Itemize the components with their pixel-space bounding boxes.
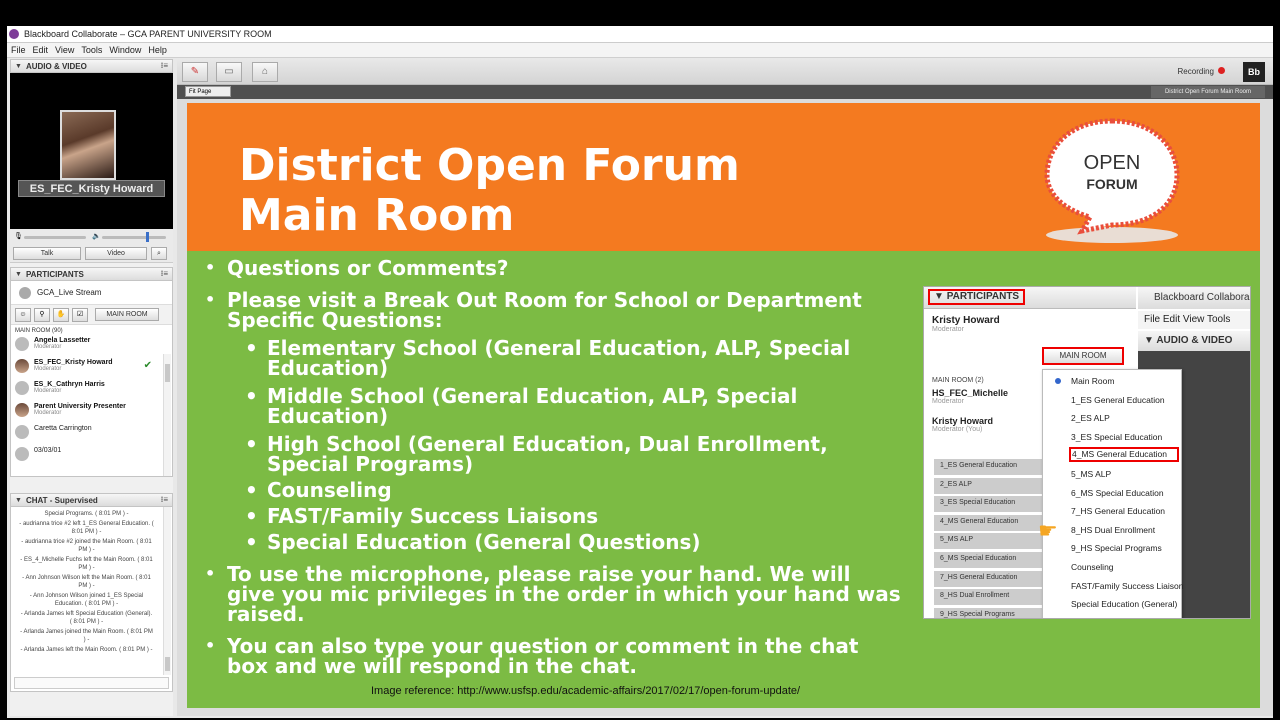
- checkmark-icon: ✔: [143, 360, 152, 371]
- ss-presenter-role: Moderator: [932, 326, 964, 333]
- speaker-icon: 🔈: [92, 233, 101, 240]
- participant-role: Moderator: [34, 344, 62, 350]
- image-reference: Image reference: http://www.usfsp.edu/academic-affairs/2017/02/17/open-forum-update/: [371, 685, 801, 697]
- volume-sliders: [10, 229, 173, 245]
- live-stream-name: GCA_Live Stream: [37, 288, 102, 297]
- poll-icon[interactable]: ☑: [72, 308, 88, 322]
- participants-header[interactable]: [10, 267, 173, 281]
- bullet-questions: • Questions or Comments?: [205, 256, 509, 280]
- audio-video-header[interactable]: [10, 59, 173, 73]
- sub-bullet: • Elementary School (General Education, ALP, Special Education): [205, 338, 905, 378]
- participant-name: Angela Lassetter: [34, 337, 91, 344]
- bullet-text: Questions or Comments?: [227, 256, 509, 280]
- ss-main-room-button: MAIN ROOM: [1042, 347, 1124, 365]
- chat-input[interactable]: [14, 677, 169, 689]
- chat-message: - Arlanda James left Special Education (General). ( 8:01 PM ) -: [20, 611, 153, 625]
- menu-tools[interactable]: Tools: [81, 45, 103, 55]
- sub-bullet: • Special Education (General Questions): [245, 530, 701, 554]
- bullet-text: To use the microphone, please raise your hand. We will give you mic privileges in the order in which your hand was raised.: [227, 562, 901, 626]
- ss-room: 1_ES General Education: [934, 459, 1042, 475]
- participant-role: Moderator: [34, 388, 62, 394]
- participants-title: PARTICIPANTS: [25, 269, 84, 279]
- person-icon: [19, 287, 31, 299]
- blackboard-logo: Bb: [1243, 62, 1265, 82]
- slide-bullets: [205, 253, 905, 676]
- chat-message: - audrianna trice #2 joined the Main Room. ( 8:01 PM ) -: [21, 539, 152, 553]
- ss-room: 4_MS General Education: [934, 515, 1042, 531]
- speaker-slider[interactable]: [102, 236, 166, 239]
- main-room-button[interactable]: MAIN ROOM: [95, 308, 159, 321]
- radio-icon: [1055, 378, 1061, 384]
- ss-participant-list: [932, 377, 1044, 444]
- list-item[interactable]: [11, 335, 172, 357]
- collapse-icon[interactable]: ▼: [15, 496, 22, 504]
- list-item[interactable]: [11, 357, 172, 379]
- menu-bar: [7, 43, 1273, 58]
- participant-name: 03/03/01: [34, 447, 62, 454]
- emoticon-icon[interactable]: ☺: [15, 308, 31, 322]
- sub-bullet-text: Counseling: [267, 478, 392, 502]
- list-item[interactable]: [11, 423, 172, 445]
- ss-participants-title: ▼ PARTICIPANTS: [928, 289, 1025, 305]
- sub-bullet: • Counseling: [245, 478, 392, 502]
- menu-edit[interactable]: Edit: [32, 45, 49, 55]
- content-toolbar: [177, 59, 1273, 85]
- ss-room: 7_HS General Education: [934, 571, 1042, 587]
- chat-message: - Arlanda James joined the Main Room. ( 8:01 PM ) -: [20, 629, 153, 643]
- participant-name: Caretta Carrington: [34, 425, 92, 432]
- bullet-breakout: • Please visit a Break Out Room for School or Department Specific Questions:: [205, 290, 905, 330]
- collaborate-window: [7, 26, 1273, 718]
- list-item[interactable]: [11, 445, 172, 467]
- open-forum-text2: FORUM: [1086, 176, 1138, 192]
- fit-page-select[interactable]: Fit Page: [185, 86, 231, 97]
- view-bar: [177, 85, 1273, 99]
- sub-bullet: • FAST/Family Success Liaisons: [245, 504, 599, 528]
- talk-button[interactable]: Talk: [13, 247, 81, 260]
- ss-dropdown-item: 9_HS Special Programs: [1071, 543, 1162, 554]
- ss-audio-video: ▼ AUDIO & VIDEO: [1138, 331, 1251, 351]
- mic-icon: 🎙: [14, 233, 23, 240]
- slide-title-line1: District Open Forum: [239, 140, 740, 191]
- ss-presenter-name: Kristy Howard: [932, 315, 1000, 326]
- menu-help[interactable]: Help: [148, 45, 167, 55]
- collapse-icon[interactable]: ▼: [15, 270, 22, 278]
- ss-room-dropdown: [1042, 369, 1182, 619]
- participant-role: Moderator: [34, 366, 62, 372]
- embedded-screenshot: [923, 286, 1251, 619]
- recording-indicator[interactable]: [1178, 67, 1225, 76]
- participant-role: Moderator: [34, 410, 62, 416]
- sub-bullet: • Middle School (General Education, ALP, Special Education): [205, 386, 905, 426]
- main-content: [177, 59, 1273, 716]
- sub-bullet-text: Special Education (General Questions): [267, 530, 701, 554]
- ss-dropdown-item: 1_ES General Education: [1071, 394, 1165, 405]
- live-stream-row: [11, 281, 172, 305]
- chat-message: - Ann Johnson Wilson joined 1_ES Special Education. ( 8:01 PM ) -: [29, 593, 144, 607]
- avatar: [15, 359, 29, 373]
- ss-room: 9_HS Special Programs: [934, 608, 1042, 619]
- participant-tools: [11, 305, 172, 325]
- whiteboard-icon[interactable]: ✎: [182, 62, 208, 82]
- recording-dot-icon: [1218, 67, 1225, 74]
- participants-scrollbar[interactable]: [163, 354, 171, 476]
- avatar: [15, 447, 29, 461]
- step-away-icon[interactable]: ⚲: [34, 308, 50, 322]
- pointer-hand-icon: ☛: [1038, 518, 1058, 543]
- avatar: [15, 425, 29, 439]
- menu-file[interactable]: File: [11, 45, 26, 55]
- chat-message: Special Programs. ( 8:01 PM ) -: [44, 511, 129, 517]
- bullet-microphone: • To use the microphone, please raise your hand. We will give you mic privileges in the order in which your hand was raised.: [205, 564, 905, 624]
- speaker-name: ES_FEC_Kristy Howard: [18, 180, 165, 197]
- ss-dropdown-item-selected: 4_MS General Education: [1069, 447, 1179, 462]
- video-area: [10, 73, 173, 229]
- ss-rooms-list: [934, 459, 1042, 619]
- ss-room: 8_HS Dual Enrollment: [934, 589, 1042, 605]
- speaker-slider-thumb[interactable]: [146, 232, 149, 242]
- chat-title: CHAT - Supervised: [25, 495, 98, 505]
- ss-dropdown-item: 3_ES Special Education: [1071, 431, 1163, 442]
- app-share-icon[interactable]: ▭: [216, 62, 242, 82]
- recording-label: Recording: [1177, 67, 1214, 76]
- search-icon[interactable]: ⌕: [151, 247, 167, 260]
- ss-window-title: Blackboard Collabora: [1138, 287, 1251, 309]
- web-tour-icon[interactable]: ⌂: [252, 62, 278, 82]
- ss-presenter: [932, 315, 1000, 333]
- slide-title: [239, 141, 740, 241]
- ss-participants-header: [924, 287, 1136, 309]
- ss-dropdown-item: 6_MS Special Education: [1071, 487, 1164, 498]
- avatar: [15, 403, 29, 417]
- bullet-text: You can also type your question or comment in the chat box and we will respond in the chat.: [227, 634, 859, 678]
- participant-name: ES_FEC_Kristy Howard: [34, 359, 113, 366]
- main-room-label: MAIN ROOM (90): [15, 328, 63, 334]
- avatar: [15, 381, 29, 395]
- bullet-chat: • You can also type your question or comment in the chat box and we will respond in the chat.: [205, 636, 905, 676]
- window-title: Blackboard Collaborate – GCA PARENT UNIVERSITY ROOM: [24, 29, 272, 39]
- video-button[interactable]: Video: [85, 247, 147, 260]
- menu-view[interactable]: View: [55, 45, 75, 55]
- ss-dropdown-item: Special Education (General): [1071, 599, 1178, 610]
- slide-title-line2: Main Room: [239, 190, 515, 241]
- list-item[interactable]: [11, 401, 172, 423]
- ss-dropdown-item: 2_ES ALP: [1071, 413, 1110, 424]
- panel-menu-icon[interactable]: ⁝≡: [160, 495, 168, 504]
- open-forum-text1: OPEN: [1083, 152, 1141, 174]
- ss-room: 2_ES ALP: [934, 478, 1042, 494]
- chat-message: - Ann Johnson Wilson left the Main Room. ( 8:01 PM ) -: [22, 575, 151, 589]
- ss-dropdown-item: Counseling: [1071, 561, 1114, 572]
- ss-dropdown-item: Main Room: [1043, 373, 1181, 392]
- ss-room: 6_MS Special Education: [934, 552, 1042, 568]
- ss-dropdown-item: FAST/Family Success Liaison: [1071, 580, 1184, 591]
- ss-dropdown-item: 8_HS Dual Enrollment: [1071, 524, 1156, 535]
- list-item[interactable]: [11, 379, 172, 401]
- sub-bullet-text: High School (General Education, Dual Enrollment, Special Programs): [267, 432, 828, 476]
- mic-slider[interactable]: [24, 236, 86, 239]
- title-bar: [7, 26, 1273, 43]
- ss-person: Kristy Howard Moderator (You): [932, 416, 994, 433]
- panel-menu-icon[interactable]: ⁝≡: [160, 269, 168, 278]
- chat-header[interactable]: [10, 493, 173, 507]
- chat-scrollbar[interactable]: [163, 507, 171, 675]
- av-buttons: [10, 245, 173, 263]
- bullet-text: Please visit a Break Out Room for School or Department Specific Questions:: [227, 288, 862, 332]
- chat-message: - ES_4_Michelle Fuchs left the Main Room. ( 8:01 PM ) -: [20, 557, 153, 571]
- sidebar: [10, 59, 173, 716]
- collapse-icon[interactable]: ▼: [15, 62, 22, 70]
- presentation-slide: [187, 103, 1260, 708]
- sub-bullet: • High School (General Education, Dual Enrollment, Special Programs): [205, 434, 905, 474]
- ss-person: HS_FEC_Michelle Moderator: [932, 388, 1009, 405]
- ss-dropdown-item: 7_HS General Education: [1071, 506, 1166, 517]
- speaker-video: [60, 110, 116, 180]
- raise-hand-icon[interactable]: ✋: [53, 308, 69, 322]
- chat-message: - audrianna trice #2 left 1_ES General Education. ( 8:01 PM ) -: [19, 521, 154, 535]
- ss-dropdown-item: 5_MS ALP: [1071, 468, 1112, 479]
- participants-panel: [10, 281, 173, 477]
- panel-menu-icon[interactable]: ⁝≡: [160, 61, 168, 70]
- participant-name: Parent University Presenter: [34, 403, 126, 410]
- sub-bullet-text: Middle School (General Education, ALP, Special Education): [267, 384, 798, 428]
- ss-menubar: File Edit View Tools: [1138, 311, 1251, 329]
- chat-panel: [10, 507, 173, 692]
- open-forum-logo: [1042, 113, 1182, 245]
- avatar: [15, 337, 29, 351]
- app-logo-icon: [9, 29, 19, 39]
- room-name-tag: District Open Forum Main Room: [1151, 86, 1265, 98]
- sub-bullet-text: Elementary School (General Education, ALP, Special Education): [267, 336, 851, 380]
- menu-window[interactable]: Window: [109, 45, 142, 55]
- ss-room: 3_ES Special Education: [934, 496, 1042, 512]
- ss-room: 5_MS ALP: [934, 533, 1042, 549]
- chat-message: - Arlanda James left the Main Room. ( 8:01 PM ) -: [20, 647, 153, 653]
- participant-name: ES_K_Cathryn Harris: [34, 381, 105, 388]
- ss-room-label: MAIN ROOM (2): [932, 377, 984, 384]
- audio-video-title: AUDIO & VIDEO: [25, 61, 87, 71]
- sub-bullet-text: FAST/Family Success Liaisons: [267, 504, 599, 528]
